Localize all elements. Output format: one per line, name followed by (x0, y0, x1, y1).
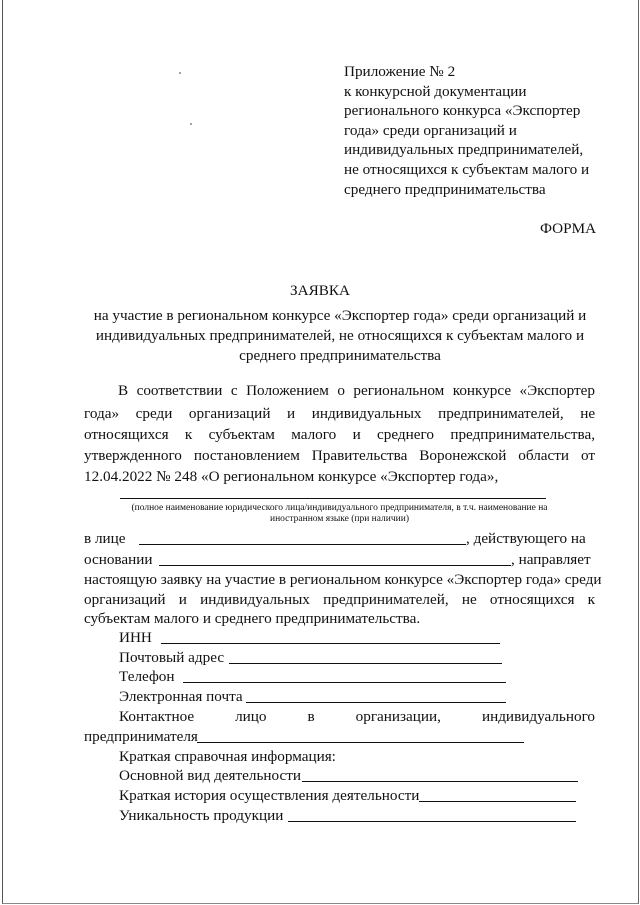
body-line-2: организаций и индивидуальных предпринимателей, не относящихся к (84, 591, 596, 608)
intro-line-1: В соответствии с Положением о региональном конкурсе «Экспортер (118, 382, 595, 399)
intro-line-5: 12.04.2022 № 248 «О региональном конкурсе «Экспортер года», (84, 468, 499, 485)
phone-field[interactable] (183, 682, 506, 683)
brief-info-label: Краткая справочная информация: (119, 748, 336, 765)
scan-speck (179, 72, 181, 74)
contact-person-line: Контактное лицо в организации, индивидуального (119, 708, 596, 725)
directs-label: , направляет (511, 551, 591, 568)
uniqueness-label: Уникальность продукции (119, 807, 284, 824)
intro-line-2: года» среди организаций и индивидуальных предпринимателей, не (84, 405, 596, 422)
entrepreneur-label: предпринимателя (84, 728, 198, 745)
appendix-line: индивидуальных предпринимателей, (344, 141, 584, 159)
history-label: Краткая история осуществления деятельности (119, 787, 420, 804)
email-label: Электронная почта (119, 688, 243, 705)
scan-speck (190, 123, 192, 125)
appendix-line: не относящихся к субъектам малого и (344, 160, 590, 178)
in-person-label: в лице (84, 530, 126, 547)
contact-person-field[interactable] (197, 742, 524, 743)
main-activity-field[interactable] (302, 781, 578, 782)
appendix-line: года» среди организаций и (344, 121, 517, 139)
subtitle-line: на участие в региональном конкурсе «Экспортер года» среди организаций и (93, 307, 587, 324)
phone-label: Телефон (119, 668, 175, 685)
organization-name-note: (полное наименование юридического лица/индивидуального предпринимателя, в т.ч. наименование на иностранном языке (при наличии) (131, 503, 548, 524)
uniqueness-field[interactable] (288, 821, 576, 822)
body-line-3: субъектам малого и среднего предпринимательства. (84, 610, 421, 627)
main-activity-label: Основной вид деятельности (119, 767, 302, 784)
document-title: ЗАЯВКА (290, 282, 350, 299)
postal-address-field[interactable] (229, 663, 502, 664)
appendix-line: Приложение № 2 (344, 63, 456, 80)
email-field[interactable] (246, 702, 506, 703)
subtitle-line: индивидуальных предпринимателей, не относящихся к субъектам малого и (95, 326, 585, 344)
history-field[interactable] (419, 801, 576, 802)
basis-label: основании (84, 551, 153, 568)
representative-field[interactable] (139, 544, 466, 545)
organization-name-field[interactable] (120, 498, 546, 499)
basis-field[interactable] (159, 565, 511, 566)
body-line-1: настоящую заявку на участие в региональном конкурсе «Экспортер года» среди (84, 571, 602, 588)
appendix-line: регионального конкурса «Экспортер (344, 102, 581, 120)
intro-line-3: относящихся к субъектам малого и среднего предпринимательства, (84, 426, 596, 443)
postal-address-label: Почтовый адрес (119, 649, 225, 666)
appendix-line: к конкурсной документации (344, 82, 527, 100)
appendix-block (344, 62, 589, 199)
subtitle-line: среднего предпринимательства (239, 346, 441, 364)
document-subtitle (80, 306, 600, 365)
intro-line-4: утвержденного постановлением Правительства Воронежской области от (84, 447, 596, 464)
appendix-line: среднего предпринимательства (344, 180, 546, 198)
form-label: ФОРМА (540, 220, 597, 237)
inn-field[interactable] (161, 643, 500, 644)
inn-label: ИНН (119, 629, 152, 646)
acting-label: , действующего на (466, 530, 586, 547)
